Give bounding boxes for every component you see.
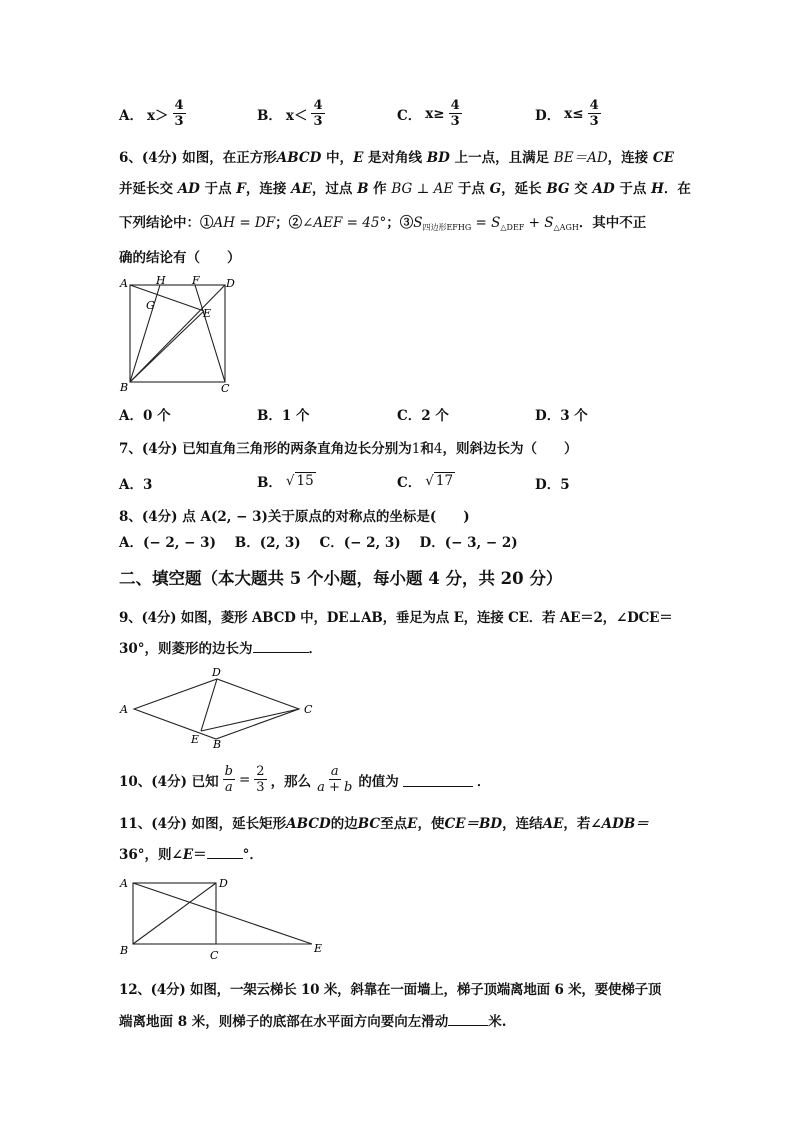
answer-blank[interactable] xyxy=(207,858,243,859)
q7-option-b xyxy=(257,471,316,491)
sqrt-expression: √ 15 xyxy=(285,473,314,489)
section-heading: 二、填空题（本大题共 5 个小题，每小题 4 分，共 20 分） xyxy=(119,569,563,588)
math: CE xyxy=(652,150,674,166)
option-label: B． xyxy=(257,107,282,124)
text: ，过点 xyxy=(311,181,358,197)
math: AE xyxy=(542,816,564,832)
label-B: B xyxy=(120,944,129,957)
label-E: E xyxy=(203,307,212,320)
math: BC xyxy=(357,816,381,832)
option-label: D． xyxy=(535,107,561,124)
text: 作 xyxy=(368,181,392,197)
label-B: B xyxy=(120,381,129,394)
label-F: F xyxy=(192,275,200,287)
fraction xyxy=(449,98,462,129)
math: A(2, − 3) xyxy=(200,509,268,525)
denominator: a + b xyxy=(317,780,353,795)
q8-options xyxy=(119,531,518,551)
option-expr: x≤ xyxy=(564,105,584,122)
text: ． xyxy=(476,773,491,790)
text: ，则斜边长为（ ） xyxy=(442,441,578,457)
denominator: a xyxy=(224,780,233,795)
text: °． xyxy=(242,847,263,863)
text: 上一点，且满足 xyxy=(449,150,554,166)
math: + S xyxy=(524,215,554,231)
text: ；② xyxy=(275,215,303,231)
numerator: 4 xyxy=(450,98,460,113)
option-label: C． xyxy=(397,475,422,491)
text: ，使 xyxy=(417,816,445,832)
radicand: 15 xyxy=(296,473,314,489)
text: 于点 xyxy=(614,181,652,197)
math: BE＝AD xyxy=(553,150,608,166)
label-B: B xyxy=(213,738,222,751)
numerator: 4 xyxy=(589,98,599,113)
math: AE xyxy=(291,181,312,197)
math: ∠AEF = 45° xyxy=(302,215,387,231)
text: 中， xyxy=(321,150,354,166)
text: ，若 xyxy=(563,816,591,832)
text: ，连结 xyxy=(502,816,543,832)
label-A: A xyxy=(120,277,128,290)
text: 的值为 xyxy=(358,773,399,790)
math: CE＝BD xyxy=(444,816,503,832)
denominator: 3 xyxy=(589,114,599,129)
math: BG ⊥ AE xyxy=(391,181,454,197)
subscript: 四边形EFHG xyxy=(422,223,472,232)
option-label: C． xyxy=(397,107,422,124)
fraction-a-over-a-plus-b xyxy=(315,764,354,795)
text: 是对角线 xyxy=(363,150,427,166)
q7-option-c xyxy=(397,471,455,491)
text: ，连接 xyxy=(245,181,292,197)
math: ABCD xyxy=(286,816,331,832)
math: AD xyxy=(592,181,615,197)
text: 米. xyxy=(488,1014,507,1030)
text: 7、(4分) 已知直角三角形的两条直角边长分别为 xyxy=(119,441,412,457)
option-expr: x＜ xyxy=(285,107,308,124)
q6-line-4 xyxy=(119,246,241,266)
option-expr: x≥ xyxy=(425,105,445,122)
label-C: C xyxy=(304,703,313,716)
label-C: C xyxy=(210,949,219,962)
answer-blank[interactable] xyxy=(403,772,473,787)
math: F xyxy=(236,181,246,197)
math: B xyxy=(357,181,369,197)
text: ，连接 xyxy=(607,150,653,166)
text: 于点 xyxy=(453,181,490,197)
q6-option-a: A．0 个 xyxy=(119,408,171,424)
math: H xyxy=(651,181,664,197)
text: 6、(4分) 如图，在正方形 xyxy=(119,150,277,166)
text: 端离地面 8 米，则梯子的底部在水平面方向要向左滑动 xyxy=(119,1014,449,1030)
text: 36°，则 xyxy=(119,847,172,863)
text: 10、(4分) 已知 xyxy=(119,773,219,790)
q5-option-b xyxy=(257,98,325,129)
text: 交 xyxy=(569,181,593,197)
text: 下列结论中：① xyxy=(119,215,214,231)
q6-option-d: D．3 个 xyxy=(535,408,588,424)
subscript: △DEF xyxy=(500,223,525,232)
text: 30°，则菱形的边长为 xyxy=(119,641,253,657)
numerator: 4 xyxy=(313,98,323,113)
q7-option-d: D．5 xyxy=(535,477,570,493)
q6-line-3 xyxy=(119,211,646,233)
numerator: b xyxy=(224,764,233,779)
text: 于点 xyxy=(199,181,237,197)
q6-line-1 xyxy=(119,146,674,166)
label-C: C xyxy=(221,382,230,395)
label-A: A xyxy=(120,703,128,716)
q5-option-a xyxy=(119,98,186,129)
radicand: 17 xyxy=(435,473,454,489)
text: 至点 xyxy=(380,816,408,832)
q8-option-a: A．(− 2, − 3) xyxy=(119,535,216,551)
text: ． xyxy=(308,641,323,657)
text: ；③ xyxy=(386,215,414,231)
q6-line-2 xyxy=(119,177,691,197)
math: E xyxy=(407,816,418,832)
q11-line-2 xyxy=(119,843,263,863)
denominator: 3 xyxy=(174,114,184,129)
denominator: 3 xyxy=(313,114,323,129)
label-H: H xyxy=(156,275,166,287)
label-D: D xyxy=(226,277,235,290)
math: BD xyxy=(426,150,450,166)
math: = S xyxy=(471,215,501,231)
fraction xyxy=(173,98,186,129)
label-E: E xyxy=(314,942,323,955)
text: ．其中不正 xyxy=(578,215,647,231)
label-G: G xyxy=(146,299,155,312)
q12-line-2 xyxy=(119,1010,507,1030)
math: E xyxy=(353,150,364,166)
q8-stem xyxy=(119,505,470,525)
fraction xyxy=(588,98,601,129)
text: ．在 xyxy=(663,181,691,197)
label-D: D xyxy=(219,877,228,890)
math: AH = DF xyxy=(213,215,276,231)
option-expr: x＞ xyxy=(146,107,169,124)
text: 的边 xyxy=(330,816,358,832)
q9-rhombus-figure xyxy=(116,665,326,751)
q10-stem xyxy=(119,764,490,795)
math: ∠E xyxy=(171,847,194,863)
answer-blank[interactable] xyxy=(253,652,309,653)
q9-line-1: 9、(4分) 如图，菱形 ABCD 中，DE⊥AB，垂足为点 E，连接 CE．若 AE＝2，∠DCE＝ xyxy=(119,610,673,626)
math: ∠ADB＝ xyxy=(590,816,649,832)
q12-line-1: 12、(4分) 如图，一架云梯长 10 米，斜靠在一面墙上，梯子顶端离地面 6 米，要使梯子顶 xyxy=(119,982,662,998)
math: AD xyxy=(177,181,200,197)
sqrt-expression: √ 17 xyxy=(425,473,454,489)
text: 和 xyxy=(420,441,434,457)
numerator: 2 xyxy=(256,764,265,779)
math: BG xyxy=(546,181,570,197)
fraction-two-thirds xyxy=(254,764,266,795)
equals: = xyxy=(238,771,251,788)
text: ，延长 xyxy=(501,181,547,197)
math: G xyxy=(489,181,502,197)
q8-option-b: B．(2, 3) xyxy=(234,535,301,551)
math: S xyxy=(413,215,423,231)
q8-option-c: C．(− 2, 3) xyxy=(319,535,401,551)
text: 关于原点的对称点的坐标是( ) xyxy=(267,509,470,525)
label-E: E xyxy=(191,733,200,746)
option-label: B． xyxy=(257,475,282,491)
subscript: △AGH xyxy=(553,223,579,232)
text: ，那么 xyxy=(270,773,312,790)
numerator: a xyxy=(330,764,339,779)
q7-option-a: A．3 xyxy=(119,477,153,493)
math: 4 xyxy=(433,441,443,457)
label-D: D xyxy=(212,666,221,679)
q6-square-figure xyxy=(116,275,246,395)
math: ABCD xyxy=(276,150,322,166)
label-A: A xyxy=(120,877,128,890)
text: 确的结论有（ ） xyxy=(119,250,241,266)
q6-option-b: B．1 个 xyxy=(257,408,310,424)
q7-stem xyxy=(119,437,577,457)
fraction xyxy=(311,98,324,129)
option-label: A． xyxy=(119,107,143,124)
math: 1 xyxy=(411,441,421,457)
denominator: 3 xyxy=(256,780,265,795)
text: 并延长交 xyxy=(119,181,178,197)
denominator: 3 xyxy=(450,114,460,129)
q8-option-d: D．(− 3, − 2) xyxy=(419,535,518,551)
q5-option-c xyxy=(397,98,462,129)
text: ＝ xyxy=(193,847,207,863)
text: 11、(4分) 如图，延长矩形 xyxy=(119,816,287,832)
fraction-b-over-a xyxy=(223,764,235,795)
q11-line-1 xyxy=(119,812,649,832)
text: 8、(4分) 点 xyxy=(119,509,201,525)
q5-option-d xyxy=(535,98,601,129)
q11-rectangle-figure xyxy=(116,872,330,962)
numerator: 4 xyxy=(174,98,184,113)
q9-line-2 xyxy=(119,637,322,657)
answer-blank[interactable] xyxy=(448,1025,488,1026)
q6-option-c: C．2 个 xyxy=(397,408,449,424)
